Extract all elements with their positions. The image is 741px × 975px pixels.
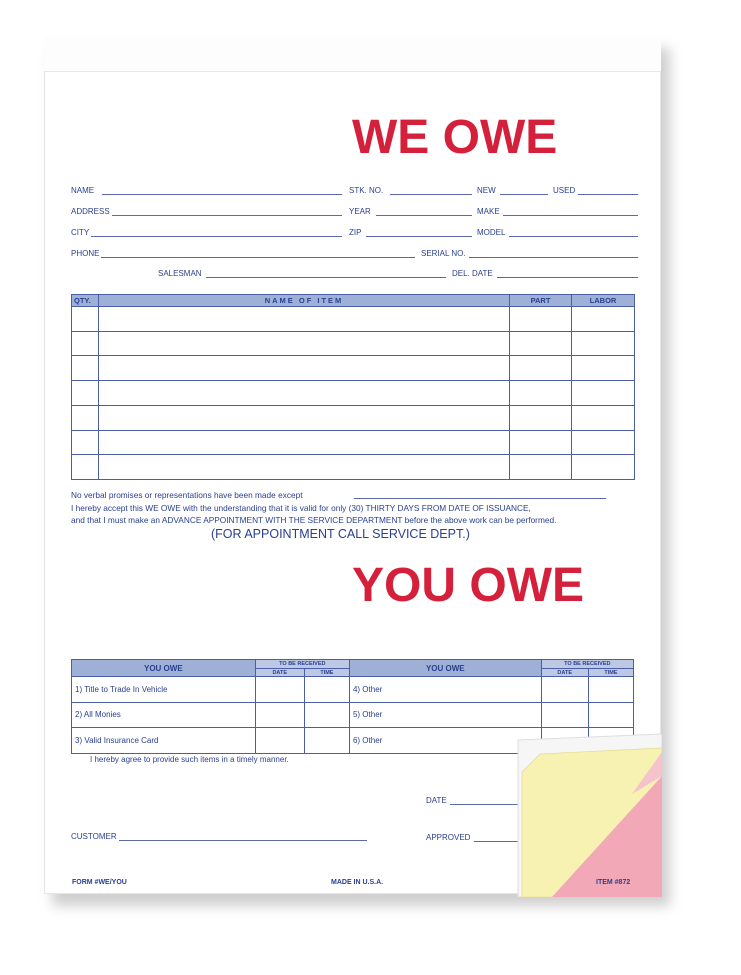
- phone-line[interactable]: [101, 257, 415, 258]
- item-row[interactable]: [72, 307, 635, 332]
- model-line[interactable]: [509, 236, 638, 237]
- name-line[interactable]: [102, 194, 342, 195]
- you-owe-row[interactable]: [72, 702, 634, 728]
- year-line[interactable]: [376, 215, 472, 216]
- salesman-line[interactable]: [206, 277, 446, 278]
- copy-layers-corner: [512, 732, 662, 897]
- model-label: MODEL: [477, 228, 506, 237]
- item-row[interactable]: [72, 405, 635, 430]
- form-number: FORM #WE/YOU: [72, 879, 127, 886]
- date-label: DATE: [426, 796, 447, 805]
- item-name-header: NAME OF ITEM: [99, 295, 510, 307]
- customer-label: CUSTOMER: [71, 832, 117, 841]
- you-owe-item-1: 1) Title to Trade In Vehicle: [72, 677, 256, 703]
- agree-text: I hereby agree to provide such items in a timely manner.: [90, 755, 289, 764]
- time-subheader-right: TIME: [588, 669, 633, 677]
- city-line[interactable]: [91, 236, 342, 237]
- address-label: ADDRESS: [71, 207, 110, 216]
- to-be-received-left: TO BE RECEIVED: [255, 660, 349, 669]
- you-owe-item-4: 4) Other: [349, 677, 541, 703]
- you-owe-item-5: 5) Other: [349, 702, 541, 728]
- date-subheader-right: DATE: [541, 669, 588, 677]
- make-line[interactable]: [503, 215, 638, 216]
- item-row[interactable]: [72, 381, 635, 406]
- serial-no-label: SERIAL NO.: [421, 249, 466, 258]
- you-owe-title: YOU OWE: [352, 559, 585, 612]
- used-label: USED: [553, 186, 576, 195]
- time-subheader-left: TIME: [304, 669, 349, 677]
- except-line[interactable]: [354, 498, 606, 499]
- appointment-note: (FOR APPOINTMENT CALL SERVICE DEPT.): [211, 527, 470, 541]
- statement-line-2: I hereby accept this WE OWE with the understanding that it is valid for only (30) THIRTY DAYS FROM DATE OF ISSUANCE,: [71, 503, 531, 513]
- you-owe-item-6: 6) Other: [349, 728, 541, 754]
- pad-binding-strip: [44, 36, 661, 72]
- items-table: [71, 294, 635, 480]
- stk-no-label: STK. NO.: [349, 186, 384, 195]
- you-owe-item-2: 2) All Monies: [72, 702, 256, 728]
- stk-no-line[interactable]: [390, 194, 472, 195]
- zip-line[interactable]: [366, 236, 472, 237]
- date-sign-line[interactable]: [450, 804, 520, 805]
- item-row[interactable]: [72, 455, 635, 480]
- address-line[interactable]: [112, 215, 342, 216]
- made-in-usa: MADE IN U.S.A.: [331, 879, 384, 886]
- qty-header: QTY.: [72, 295, 99, 307]
- used-line[interactable]: [578, 194, 638, 195]
- new-line[interactable]: [500, 194, 548, 195]
- statement-line-1: No verbal promises or representations have been made except: [71, 490, 303, 500]
- item-row[interactable]: [72, 331, 635, 356]
- item-number: ITEM #872: [596, 879, 631, 886]
- approved-label: APPROVED: [426, 833, 471, 842]
- new-label: NEW: [477, 186, 496, 195]
- customer-sign-line[interactable]: [119, 840, 367, 841]
- serial-no-line[interactable]: [469, 257, 638, 258]
- you-owe-left-header: YOU OWE: [72, 660, 256, 677]
- we-owe-title: WE OWE: [352, 111, 558, 164]
- statement-line-3: and that I must make an ADVANCE APPOINTMENT WITH THE SERVICE DEPARTMENT before the above work can be performed.: [71, 515, 557, 525]
- del-date-label: DEL. DATE: [452, 269, 493, 278]
- you-owe-row[interactable]: [72, 677, 634, 703]
- date-subheader-left: DATE: [255, 669, 304, 677]
- del-date-line[interactable]: [497, 277, 638, 278]
- name-label: NAME: [71, 186, 95, 195]
- zip-label: ZIP: [349, 228, 362, 237]
- part-header: PART: [510, 295, 572, 307]
- salesman-label: SALESMAN: [158, 269, 202, 278]
- city-label: CITY: [71, 228, 90, 237]
- item-row[interactable]: [72, 356, 635, 381]
- phone-label: PHONE: [71, 249, 100, 258]
- make-label: MAKE: [477, 207, 500, 216]
- you-owe-item-3: 3) Valid Insurance Card: [72, 728, 256, 754]
- to-be-received-right: TO BE RECEIVED: [541, 660, 633, 669]
- item-row[interactable]: [72, 430, 635, 455]
- labor-header: LABOR: [572, 295, 635, 307]
- year-label: YEAR: [349, 207, 371, 216]
- you-owe-right-header: YOU OWE: [349, 660, 541, 677]
